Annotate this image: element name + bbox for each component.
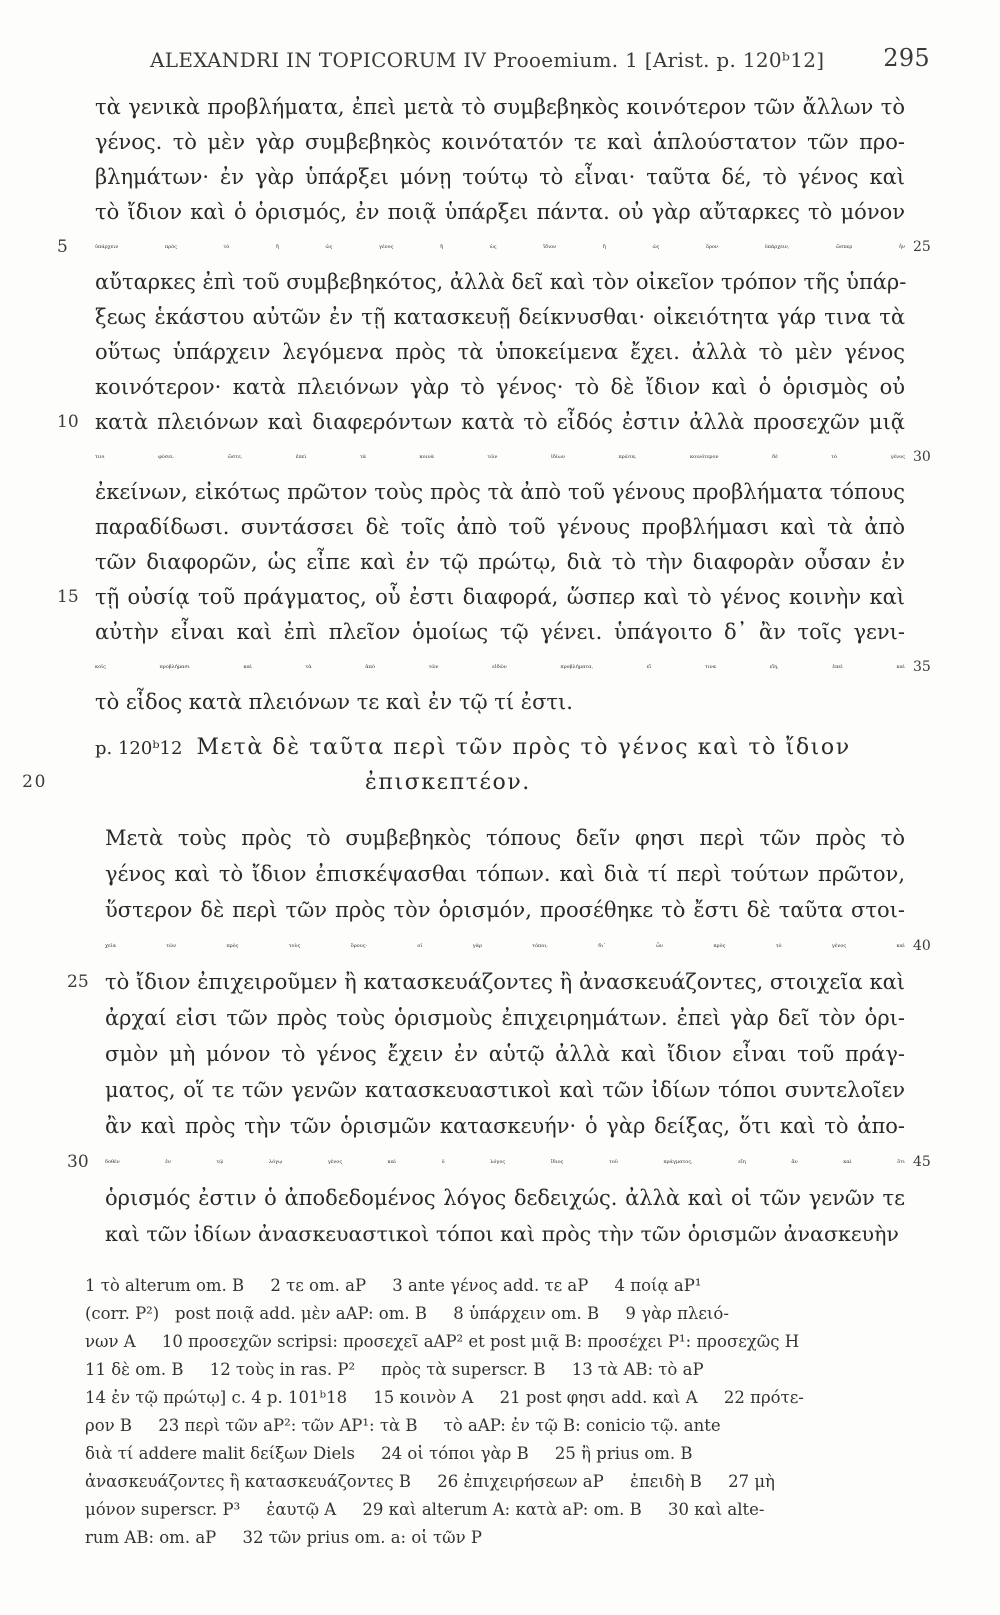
lemma-line <box>22 765 905 800</box>
text-line <box>57 580 905 615</box>
line-text: αὔταρκες ἐπὶ τοῦ συμβεβηκότος, ἀλλὰ δεῖ καὶ τὸν οἰκεῖον τρόπον τῆς ὑπάρ- <box>95 270 907 294</box>
line-text: ὕστερον δὲ περὶ τῶν πρὸς τὸν ὁρισμόν, προσέθηκε τὸ ἔστι δὲ ταῦτα στοι- <box>105 898 905 922</box>
line-number: 10 <box>57 412 79 432</box>
line-text: τὸ ἴδιον καὶ ὁ ὁρισμός, ἐν ποιᾷ ὑπάρξει πάντα. οὐ γὰρ αὔταρκες τὸ μόνον <box>95 200 905 224</box>
line-text: κοῖς προβλήμασι καὶ τὰ ἀπὸ τῶν εἰδῶν προβλήματα, εἴ τινα εἴη, ἐπεὶ καὶ <box>95 664 905 670</box>
line-text: κοινότερον· κατὰ πλειόνων γὰρ τὸ γένος· τὸ δὲ ἴδιον καὶ ὁ ὁρισμὸς οὐ <box>95 375 905 399</box>
line-number: 20 <box>22 772 47 792</box>
text-line <box>95 90 905 125</box>
apparatus-line: 1 τὸ alterum om. B 2 τε om. aP 3 ante γένος add. τε aP 4 ποίᾳ aP¹ <box>85 1276 702 1295</box>
line-text: βλημάτων· ἐν γὰρ ὑπάρξει μόνῃ τούτῳ τὸ εἶναι· ταῦτα δέ, τὸ γένος καὶ <box>95 165 905 189</box>
text-line <box>57 405 905 440</box>
apparatus-line: ρον B 23 περὶ τῶν aP²: τῶν AP¹: τὰ B τὸ aAP: ἐν τῷ B: conicio τῷ. ante <box>85 1416 721 1435</box>
header-title: ALEXANDRI IN TOPICORUM IV Prooemium. 1 [Arist. p. 120ᵇ12] <box>150 48 825 72</box>
critical-apparatus <box>85 1272 910 1552</box>
text-line <box>95 335 905 370</box>
line-text: δοθὲν ἐν τῷ λόγῳ γένος καὶ ὁ λόγος ἴδιος τοῦ πράγματος, εἴη ἂν καὶ ὅτι <box>105 1159 905 1165</box>
text-line <box>95 370 905 405</box>
page-number: 295 <box>883 44 930 72</box>
commentary-block <box>67 820 931 1252</box>
line-text: τὸ εἶδος κατὰ πλειόνων τε καὶ ἐν τῷ τί ἐστι. <box>95 690 573 714</box>
text-line <box>105 928 931 964</box>
line-text: ὑπάρχειν πρὸς τὸ ἢ ὡς γένος ἢ ὡς ἴδιον ἢ ὡς ὅρον ὑπάρχειν, ὥσπερ ἦν <box>95 244 905 250</box>
apparatus-line: νων A 10 προσεχῶν scripsi: προσεχεῖ aAP² et post μιᾷ B: προσέχει P¹: προσεχῶς H <box>85 1332 800 1351</box>
text-line <box>95 195 905 230</box>
apparatus-line: μόνον superscr. P³ ἑαυτῷ A 29 καὶ alterum A: κατὰ aP: om. B 30 καὶ alte- <box>85 1500 765 1519</box>
line-text: παραδίδωσι. συντάσσει δὲ τοῖς ἀπὸ τοῦ γένους προβλήμασι καὶ τὰ ἀπὸ <box>95 515 905 539</box>
margin-reference-number: 35 <box>913 659 931 675</box>
text-line <box>105 1108 905 1144</box>
text-line <box>105 856 905 892</box>
text-line <box>57 230 931 265</box>
lemma-reference: p. 120ᵇ12 <box>95 738 183 759</box>
apparatus-line: 14 ἐν τῷ πρώτῳ] c. 4 p. 101ᵇ18 15 κοινὸν A 21 post φησι add. καὶ A 22 πρότε- <box>85 1388 804 1407</box>
line-number: 15 <box>57 587 79 607</box>
line-text: ἂν καὶ πρὸς τὴν τῶν ὁρισμῶν κατασκευήν· ὁ γὰρ δείξας, ὅτι καὶ τὸ ἀπο- <box>105 1114 905 1138</box>
text-line <box>95 685 905 720</box>
line-text: σμὸν μὴ μόνον τὸ γένος ἔχειν ἐν αὑτῷ ἀλλὰ καὶ ἴδιον εἶναι τοῦ πράγ- <box>105 1042 905 1066</box>
text-line <box>95 650 931 685</box>
apparatus-line: 11 δὲ om. B 12 τοὺς in ras. P² πρὸς τὰ superscr. B 13 τὰ AB: τὸ aP <box>85 1360 704 1379</box>
text-line <box>105 892 905 928</box>
text-line <box>95 545 905 580</box>
text-line <box>95 160 905 195</box>
line-text: κατὰ πλειόνων καὶ διαφερόντων κατὰ τὸ εἶδός ἐστιν ἀλλὰ προσεχῶν μιᾷ <box>95 410 905 434</box>
lemma-text-1: Μετὰ δὲ ταῦτα περὶ τῶν πρὸς τὸ γένος καὶ τὸ ἴδιον <box>196 735 851 760</box>
margin-reference-number: 45 <box>913 1154 931 1170</box>
line-text: τινι φύσει. ὥστε, ἐπεὶ τὰ κοινὰ τῶν ἰδίων πρῶτα, κοινότερον δὲ τὸ γένος <box>95 454 905 460</box>
line-text: ἀρχαί εἰσι τῶν πρὸς τοὺς ὁρισμοὺς ἐπιχειρημάτων. ἐπεὶ γὰρ δεῖ τὸν ὁρι- <box>105 1006 905 1030</box>
line-text: ματος, οἵ τε τῶν γενῶν κατασκευαστικοὶ καὶ τῶν ἰδίων τόποι συντελοῖεν <box>105 1078 905 1102</box>
text-line <box>105 1000 905 1036</box>
running-header <box>150 44 930 72</box>
line-text: τὸ ἴδιον ἐπιχειροῦμεν ἢ κατασκευάζοντες ἢ ἀνασκευάζοντες, στοιχεῖα καὶ <box>105 970 905 994</box>
text-line <box>95 475 905 510</box>
apparatus-line: διὰ τί addere malit δείξων Diels 24 οἱ τόποι γὰρ B 25 ἢ prius om. B <box>85 1444 693 1463</box>
line-text: γένος. τὸ μὲν γὰρ συμβεβηκὸς κοινότατόν τε καὶ ἁπλούστατον τῶν προ- <box>95 130 905 154</box>
line-text: γένος καὶ τὸ ἴδιον ἐπισκέψασθαι τόπων. καὶ διὰ τί περὶ τούτων πρῶτον, <box>105 862 905 886</box>
margin-reference-number: 40 <box>913 938 931 954</box>
line-text: ξεως ἑκάστου αὐτῶν ἐν τῇ κατασκευῇ δείκνυσθαι· οἰκειότητα γάρ τινα τὰ <box>95 305 905 329</box>
text-line <box>67 964 905 1000</box>
line-number: 30 <box>67 1152 89 1172</box>
lemma-block <box>22 730 905 800</box>
line-text: αὐτὴν εἶναι καὶ ἐπὶ πλεῖον ὁμοίως τῷ γένει. ὑπάγοιτο δ᾽ ἂν τοῖς γενι- <box>95 620 905 644</box>
line-text: οὕτως ὑπάρχειν λεγόμενα πρὸς τὰ ὑποκείμενα ἔχει. ἀλλὰ τὸ μὲν γένος <box>95 340 905 364</box>
line-text: ἐκείνων, εἰκότως πρῶτον τοὺς πρὸς τὰ ἀπὸ τοῦ γένους προβλήματα τόπους <box>95 480 905 504</box>
text-line <box>105 1216 905 1252</box>
text-line <box>67 1144 931 1180</box>
main-text-block <box>57 90 931 720</box>
line-text: χεῖα τῶν πρὸς τοὺς ὅρους· οἱ γὰρ τόποι, δι᾽ ὧν πρὸς τὸ γένος καὶ <box>105 943 905 949</box>
lemma-text-2: ἐπισκεπτέον. <box>365 770 531 795</box>
line-number: 25 <box>67 972 89 992</box>
line-text: Μετὰ τοὺς πρὸς τὸ συμβεβηκὸς τόπους δεῖν φησι περὶ τῶν πρὸς τὸ <box>105 826 905 850</box>
line-text: τῇ οὐσίᾳ τοῦ πράγματος, οὗ ἐστι διαφορά, ὥσπερ καὶ τὸ γένος κοινὴν καὶ <box>95 585 905 609</box>
text-line <box>95 125 905 160</box>
lemma-line <box>95 730 905 765</box>
text-line <box>95 265 905 300</box>
apparatus-line: (corr. P²) post ποιᾷ add. μὲν aAP: om. B 8 ὑπάρχειν om. B 9 γὰρ πλειό- <box>85 1304 729 1323</box>
text-line <box>95 510 905 545</box>
text-line <box>95 440 931 475</box>
text-line <box>95 615 905 650</box>
apparatus-line: rum AB: om. aP 32 τῶν prius om. a: οἱ τῶν P <box>85 1528 482 1547</box>
line-number: 5 <box>57 237 68 257</box>
text-line <box>105 1180 905 1216</box>
margin-reference-number: 30 <box>913 449 931 465</box>
line-text: τὰ γενικὰ προβλήματα, ἐπεὶ μετὰ τὸ συμβεβηκὸς κοινότερον τῶν ἄλλων τὸ <box>95 95 905 119</box>
line-text: τῶν διαφορῶν, ὡς εἶπε καὶ ἐν τῷ πρώτῳ, διὰ τὸ τὴν διαφορὰν οὖσαν ἐν <box>95 550 905 574</box>
text-line <box>105 1072 905 1108</box>
text-line <box>105 820 905 856</box>
text-line <box>105 1036 905 1072</box>
text-line <box>95 300 905 335</box>
line-text: καὶ τῶν ἰδίων ἀνασκευαστικοὶ τόποι καὶ πρὸς τὴν τῶν ὁρισμῶν ἀνασκευὴν <box>105 1222 899 1246</box>
apparatus-line: ἀνασκευάζοντες ἢ κατασκευάζοντες B 26 ἐπιχειρήσεων aP ἐπειδὴ B 27 μὴ <box>85 1472 775 1491</box>
line-text: ὁρισμός ἐστιν ὁ ἀποδεδομένος λόγος δεδειχώς. ἀλλὰ καὶ οἱ τῶν γενῶν τε <box>105 1186 905 1210</box>
margin-reference-number: 25 <box>913 239 931 255</box>
